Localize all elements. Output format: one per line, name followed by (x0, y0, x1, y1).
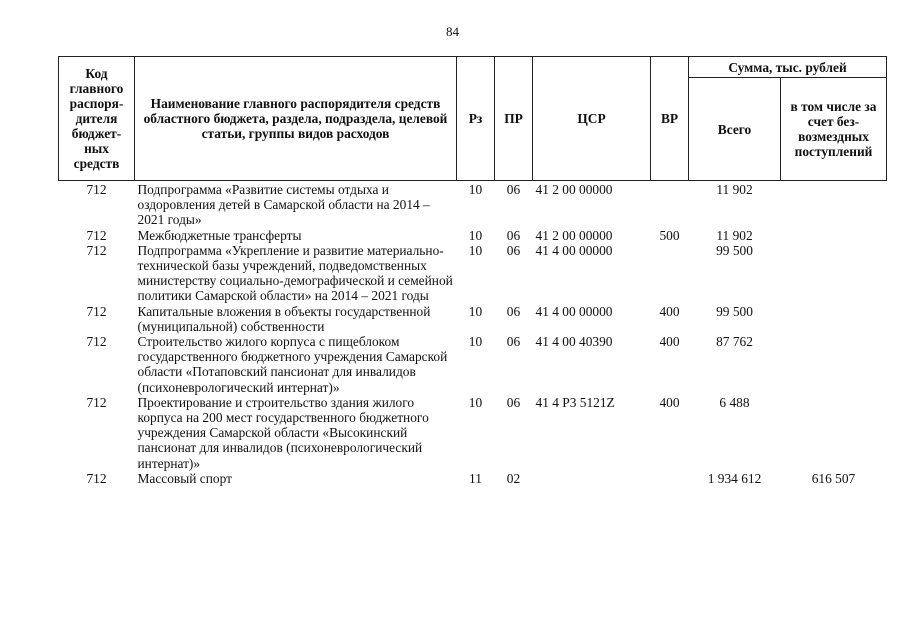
row-vr (651, 471, 689, 486)
row-incl (781, 334, 887, 395)
table-row (59, 228, 887, 243)
row-vr (651, 243, 689, 304)
row-name: Подпрограмма «Укрепление и развитие материально-технической базы учреждений, подведомственных министерству социально-демографической и семейной политики Самарской области» на 2014 – 2021 годы (137, 242, 453, 304)
row-csr (533, 471, 651, 486)
row-csr: 41 2 00 00000 (535, 227, 613, 243)
row-code: 712 (86, 182, 107, 197)
header-rz: Рз (457, 57, 495, 181)
header-incl: в том числе за счет без-возмездных поступлений (781, 78, 887, 181)
row-code: 712 (86, 303, 107, 319)
row-csr: 41 4 P3 5121Z (535, 394, 615, 410)
header-vr: ВР (651, 57, 689, 181)
row-total: 99 500 (716, 242, 753, 258)
row-name: Строительство жилого корпуса с пищеблоком государственного бюджетного учреждения Самарской области «Потаповский пансионат для инвалидов (психоневрологический интернат)» (137, 334, 448, 395)
header-csr: ЦСР (533, 57, 651, 181)
header-code: Код главного распоря-дителя бюджет-ных средств (59, 57, 135, 181)
header-sum: Сумма, тыс. рублей (689, 57, 887, 78)
table-row (59, 334, 887, 395)
row-rz: 10 (468, 182, 483, 197)
row-code: 712 (86, 227, 107, 243)
row-incl (781, 304, 887, 334)
row-pr: 06 (506, 227, 521, 243)
row-incl (781, 181, 887, 228)
row-rz: 10 (468, 242, 483, 258)
row-rz: 10 (468, 303, 483, 319)
row-vr: 500 (659, 227, 680, 243)
row-incl: 616 507 (811, 470, 856, 486)
table-body (59, 181, 887, 487)
row-vr: 400 (659, 334, 680, 350)
row-pr: 06 (506, 182, 521, 197)
row-incl (781, 228, 887, 243)
row-rz: 11 (469, 470, 482, 486)
row-pr: 06 (506, 303, 521, 319)
row-vr: 400 (659, 394, 680, 410)
row-csr: 41 2 00 00000 (535, 182, 613, 197)
row-total: 11 902 (716, 182, 753, 197)
page-number: 84 (446, 24, 459, 39)
row-incl (781, 243, 887, 304)
row-csr: 41 4 00 00000 (535, 242, 613, 258)
row-total: 1 934 612 (707, 470, 762, 486)
row-vr: 400 (659, 303, 680, 319)
row-code: 712 (86, 242, 107, 258)
row-pr: 06 (506, 334, 521, 350)
header-name: Наименование главного распорядителя средств областного бюджета, раздела, подраздела, целевой статьи, группы видов расходов (135, 57, 457, 181)
header-pr: ПР (495, 57, 533, 181)
row-name: Проектирование и строительство здания жилого корпуса на 200 мест государственного бюджетного учреждения Самарской области «Высокинский пансионат для инвалидов (психоневрологический интернат)» (137, 394, 429, 471)
table-row (59, 181, 887, 228)
row-code: 712 (86, 470, 107, 486)
row-vr (651, 181, 689, 228)
row-total: 11 902 (716, 227, 753, 243)
budget-table (58, 56, 887, 486)
table-row (59, 304, 887, 334)
row-code: 712 (86, 334, 107, 350)
table-row (59, 471, 887, 486)
row-name: Межбюджетные трансферты (137, 227, 302, 243)
row-incl (781, 395, 887, 471)
row-name: Подпрограмма «Развитие системы отдыха и оздоровления детей в Самарской области на 2014 – 2021 годы» (137, 182, 430, 228)
row-rz: 10 (468, 227, 483, 243)
row-name: Капитальные вложения в объекты государственной (муниципальной) собственности (137, 303, 431, 334)
row-pr: 06 (506, 394, 521, 410)
row-csr: 41 4 00 40390 (535, 334, 613, 350)
row-code: 712 (86, 394, 107, 410)
row-pr: 06 (506, 242, 521, 258)
row-rz: 10 (468, 394, 483, 410)
row-pr: 02 (506, 470, 521, 486)
header-total: Всего (689, 78, 781, 181)
table-row (59, 243, 887, 304)
table-row (59, 395, 887, 471)
row-name: Массовый спорт (137, 470, 232, 486)
row-csr: 41 4 00 00000 (535, 303, 613, 319)
row-total: 87 762 (716, 334, 753, 350)
table-header (59, 57, 887, 181)
row-rz: 10 (468, 334, 483, 350)
row-total: 6 488 (719, 394, 750, 410)
row-total: 99 500 (716, 303, 753, 319)
